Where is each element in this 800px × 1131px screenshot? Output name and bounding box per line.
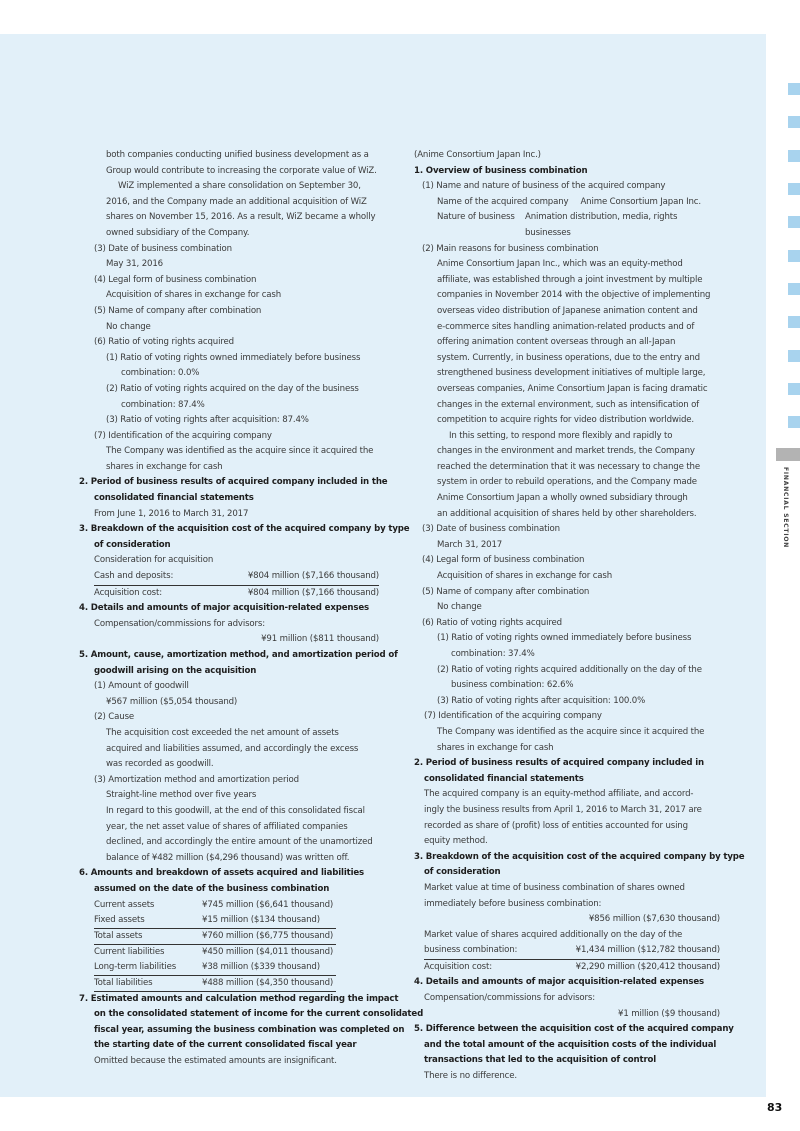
goodwill-cause-text: was recorded as goodwill. xyxy=(106,759,214,770)
section-nav-square[interactable] xyxy=(788,183,800,195)
period-text: ingly the business results from April 1, 2016 to March 31, 2017 are xyxy=(424,804,702,815)
table-cell-value: ¥15 million ($134 thousand) xyxy=(202,913,336,929)
subheading-legal-form: (4) Legal form of business combination xyxy=(94,274,257,285)
section-nav-square[interactable] xyxy=(788,416,800,428)
reason-line: Anime Consortium Japan Inc., which was an equity-method xyxy=(437,259,683,270)
left-column xyxy=(79,148,424,1069)
heading-acquisition-cost-cont: of consideration xyxy=(94,539,171,550)
reason-line: system. Currently, in business operations, due to the entry and xyxy=(437,352,700,363)
intro-line: both companies conducting unified business development as a xyxy=(106,150,369,160)
heading-acquisition-cost-cont: of consideration xyxy=(424,867,501,878)
table-cell-label: Fixed assets xyxy=(94,913,202,929)
reason-line: overseas video distribution of Japanese animation content and xyxy=(437,305,698,316)
reason-line: strengthened business development initiatives of multiple large, xyxy=(437,368,706,379)
consideration-label: Consideration for acquisition xyxy=(94,555,214,566)
section-nav-square[interactable] xyxy=(788,283,800,295)
intro-line: shares on November 15, 2016. As a result, WiZ became a wholly xyxy=(106,212,376,223)
heading-period: 2. Period of business results of acquired company included in xyxy=(414,758,705,769)
nature-of-business-cont: businesses xyxy=(525,227,571,238)
reason-line: changes in the external environment, such as intensification of xyxy=(437,399,700,410)
acquirer-text: shares in exchange for cash xyxy=(106,461,223,472)
heading-overview: 1. Overview of business combination xyxy=(414,165,588,176)
heading-period-cont: consolidated financial statements xyxy=(94,493,254,504)
voting-item-cont: combination: 0.0% xyxy=(121,368,200,379)
company-heading: (Anime Consortium Japan Inc.) xyxy=(414,150,541,160)
acquired-company-name: Name of the acquired company Anime Consortium Japan Inc. xyxy=(437,196,701,207)
legal-form-value: Acquisition of shares in exchange for cash xyxy=(106,290,282,301)
nature-of-business: Nature of business Animation distribution, media, rights xyxy=(437,212,678,223)
expenses-value: ¥1 million ($9 thousand) xyxy=(618,1008,720,1019)
table-cell-label: Current assets xyxy=(94,899,155,910)
intro-line: Group would contribute to increasing the corporate value of WiZ. xyxy=(106,165,377,176)
heading-estimated-impact-cont: on the consolidated statement of income for the current consolidated xyxy=(94,1009,424,1020)
amortization-text: In regard to this goodwill, at the end of this consolidated fiscal xyxy=(106,805,365,816)
voting-item: (3) Ratio of voting rights after acquisition: 87.4% xyxy=(106,415,309,426)
reason-line: changes in the environment and market trends, the Company xyxy=(437,446,695,457)
table-cell-value: ¥760 million ($6,775 thousand) xyxy=(202,929,336,945)
heading-goodwill-cont: goodwill arising on the acquisition xyxy=(94,665,257,676)
heading-expenses: 4. Details and amounts of major acquisition-related expenses xyxy=(414,977,704,988)
table-cell-label: Total liabilities xyxy=(94,976,202,992)
reason-line: e-commerce sites handling animation-related products and of xyxy=(437,321,695,332)
period-value: From June 1, 2016 to March 31, 2017 xyxy=(94,508,249,519)
heading-estimated-impact-cont: fiscal year, assuming the business combination was completed on xyxy=(94,1024,405,1035)
intro-line: WiZ implemented a share consolidation on September 30, xyxy=(118,181,361,192)
reason-line: an additional acquisition of shares held by other shareholders. xyxy=(437,508,697,519)
table-cell-value: ¥488 million ($4,350 thousand) xyxy=(202,976,336,992)
table-cell-value: ¥450 million ($4,011 thousand) xyxy=(202,946,334,957)
goodwill-amount-title: (1) Amount of goodwill xyxy=(94,681,189,692)
section-nav-square[interactable] xyxy=(788,150,800,162)
difference-value: There is no difference. xyxy=(424,1071,517,1082)
heading-difference: 5. Difference between the acquisition cost of the acquired company xyxy=(414,1024,734,1035)
voting-item: (1) Ratio of voting rights owned immediately before business xyxy=(437,633,692,644)
expenses-label: Compensation/commissions for advisors: xyxy=(94,618,265,629)
company-name-value: No change xyxy=(437,602,482,613)
expenses-label: Compensation/commissions for advisors: xyxy=(424,993,595,1004)
subheading-date: (3) Date of business combination xyxy=(422,524,560,535)
goodwill-cause-title: (2) Cause xyxy=(94,712,135,723)
cost-row-total: Acquisition cost: ¥804 million ($7,166 thousand) xyxy=(94,587,379,598)
heading-assets-liabilities: 6. Amounts and breakdown of assets acquired and liabilities xyxy=(79,868,365,879)
voting-item-cont: combination: 87.4% xyxy=(121,399,205,410)
subheading-company-name: (5) Name of company after combination xyxy=(422,586,590,597)
subheading-name-nature: (1) Name and nature of business of the acquired company xyxy=(422,181,666,192)
intro-line: owned subsidiary of the Company. xyxy=(106,227,250,238)
subheading-acquirer: (7) Identification of the acquiring company xyxy=(94,430,272,441)
estimated-impact-value: Omitted because the estimated amounts are insignificant. xyxy=(94,1055,337,1066)
amortization-text: balance of ¥482 million ($4,296 thousand) was written off. xyxy=(106,852,350,863)
section-nav-square[interactable] xyxy=(788,350,800,362)
acquirer-text: The Company was identified as the acquire since it acquired the xyxy=(106,446,374,457)
goodwill-amount-value: ¥567 million ($5,054 thousand) xyxy=(106,696,238,707)
table-cell-label: Current liabilities xyxy=(94,946,165,957)
reason-line: companies in November 2014 with the objective of implementing xyxy=(437,290,711,301)
cost-row: business combination: ¥1,434 million ($12,782 thousand) xyxy=(424,943,720,960)
table-cell-label: Total assets xyxy=(94,929,202,945)
market-value-label: Market value of shares acquired additionally on the day of the xyxy=(424,929,683,940)
reason-line: overseas companies, Anime Consortium Japan is facing dramatic xyxy=(437,383,708,394)
heading-acquisition-cost: 3. Breakdown of the acquisition cost of the acquired company by type xyxy=(414,851,745,862)
period-text: recorded as share of (profit) loss of entities accounted for using xyxy=(424,820,688,831)
amortization-text: year, the net asset value of shares of affiliated companies xyxy=(106,821,348,832)
reason-line: reached the determination that it was necessary to change the xyxy=(437,461,700,472)
cost-row-total: Acquisition cost: ¥2,290 million ($20,412 thousand) xyxy=(424,961,720,972)
subheading-reasons: (2) Main reasons for business combination xyxy=(422,243,599,254)
period-text: The acquired company is an equity-method affiliate, and accord- xyxy=(424,789,694,800)
reason-line: competition to acquire rights for video distribution worldwide. xyxy=(437,415,695,426)
voting-item-cont: business combination: 62.6% xyxy=(451,680,574,691)
heading-difference-cont: and the total amount of the acquisition costs of the individual xyxy=(424,1039,717,1050)
right-column xyxy=(414,148,745,1085)
section-nav-square[interactable] xyxy=(788,83,800,95)
heading-assets-liabilities-cont: assumed on the date of the business combination xyxy=(94,883,330,894)
voting-item-cont: combination: 37.4% xyxy=(451,649,535,659)
heading-period-cont: consolidated financial statements xyxy=(424,773,584,784)
amortization-text: Straight-line method over five years xyxy=(106,790,257,801)
expenses-value: ¥91 million ($811 thousand) xyxy=(261,634,379,645)
active-section-tab[interactable] xyxy=(776,448,800,461)
section-nav-square[interactable] xyxy=(788,383,800,395)
heading-estimated-impact-cont: the starting date of the current consolidated fiscal year xyxy=(94,1040,357,1051)
acquirer-text: shares in exchange for cash xyxy=(437,742,554,753)
section-nav-square[interactable] xyxy=(788,316,800,328)
acquirer-text: The Company was identified as the acquire since it acquired the xyxy=(437,726,705,737)
goodwill-cause-text: The acquisition cost exceeded the net amount of assets xyxy=(106,727,339,738)
amortization-title: (3) Amortization method and amortization period xyxy=(94,774,299,785)
heading-goodwill: 5. Amount, cause, amortization method, and amortization period of xyxy=(79,650,398,660)
market-value-amount: ¥856 million ($7,630 thousand) xyxy=(588,914,720,925)
page-number: 83 xyxy=(767,1101,783,1114)
heading-difference-cont: transactions that led to the acquisition of control xyxy=(424,1055,657,1066)
amortization-text: declined, and accordingly the entire amount of the unamortized xyxy=(106,837,373,848)
table-cell-value: ¥745 million ($6,641 thousand) xyxy=(202,899,334,910)
assets-liabilities-table xyxy=(94,898,336,992)
reason-line: system in order to rebuild operations, and the Company made xyxy=(437,477,697,488)
table-cell-value: ¥38 million ($339 thousand) xyxy=(202,960,336,976)
period-text: equity method. xyxy=(424,836,488,847)
reason-line: In this setting, to respond more flexibly and rapidly to xyxy=(449,430,673,441)
subheading-voting-rights: (6) Ratio of voting rights acquired xyxy=(422,617,562,628)
voting-item: (3) Ratio of voting rights after acquisition: 100.0% xyxy=(437,695,646,706)
section-nav-square[interactable] xyxy=(788,116,800,128)
subheading-legal-form: (4) Legal form of business combination xyxy=(422,555,585,566)
subheading-acquirer: (7) Identification of the acquiring company xyxy=(424,711,602,722)
market-value-label: Market value at time of business combination of shares owned xyxy=(424,882,685,893)
section-nav-square[interactable] xyxy=(788,250,800,262)
section-nav-square[interactable] xyxy=(788,216,800,228)
subheading-date: (3) Date of business combination xyxy=(94,243,232,254)
legal-form-value: Acquisition of shares in exchange for cash xyxy=(437,571,613,582)
voting-item: (2) Ratio of voting rights acquired on the day of the business xyxy=(106,383,359,394)
table-cell-label: Long-term liabilities xyxy=(94,960,202,976)
subheading-company-name: (5) Name of company after combination xyxy=(94,305,262,316)
date-value: May 31, 2016 xyxy=(106,259,163,270)
section-label: FINANCIAL SECTION xyxy=(782,467,789,549)
heading-expenses: 4. Details and amounts of major acquisition-related expenses xyxy=(79,603,369,614)
reason-line: affiliate, was established through a joint investment by multiple xyxy=(437,274,703,285)
intro-line: 2016, and the Company made an additional acquisition of WiZ xyxy=(106,196,367,207)
voting-item: (2) Ratio of voting rights acquired additionally on the day of the xyxy=(437,664,702,675)
heading-acquisition-cost: 3. Breakdown of the acquisition cost of the acquired company by type xyxy=(79,524,410,535)
company-name-value: No change xyxy=(106,321,151,332)
market-value-label: immediately before business combination: xyxy=(424,898,602,909)
heading-estimated-impact: 7. Estimated amounts and calculation method regarding the impact xyxy=(79,993,399,1004)
reason-line: Anime Consortium Japan a wholly owned subsidiary through xyxy=(437,493,688,504)
reason-line: offering animation content overseas through an all-Japan xyxy=(437,337,676,348)
date-value: March 31, 2017 xyxy=(437,539,503,550)
subheading-voting-rights: (6) Ratio of voting rights acquired xyxy=(94,337,234,348)
cost-row: Cash and deposits: ¥804 million ($7,166 thousand) xyxy=(94,569,379,586)
heading-period: 2. Period of business results of acquired company included in the xyxy=(79,477,388,488)
voting-item: (1) Ratio of voting rights owned immediately before business xyxy=(106,352,361,363)
goodwill-cause-text: acquired and liabilities assumed, and accordingly the excess xyxy=(106,743,359,754)
